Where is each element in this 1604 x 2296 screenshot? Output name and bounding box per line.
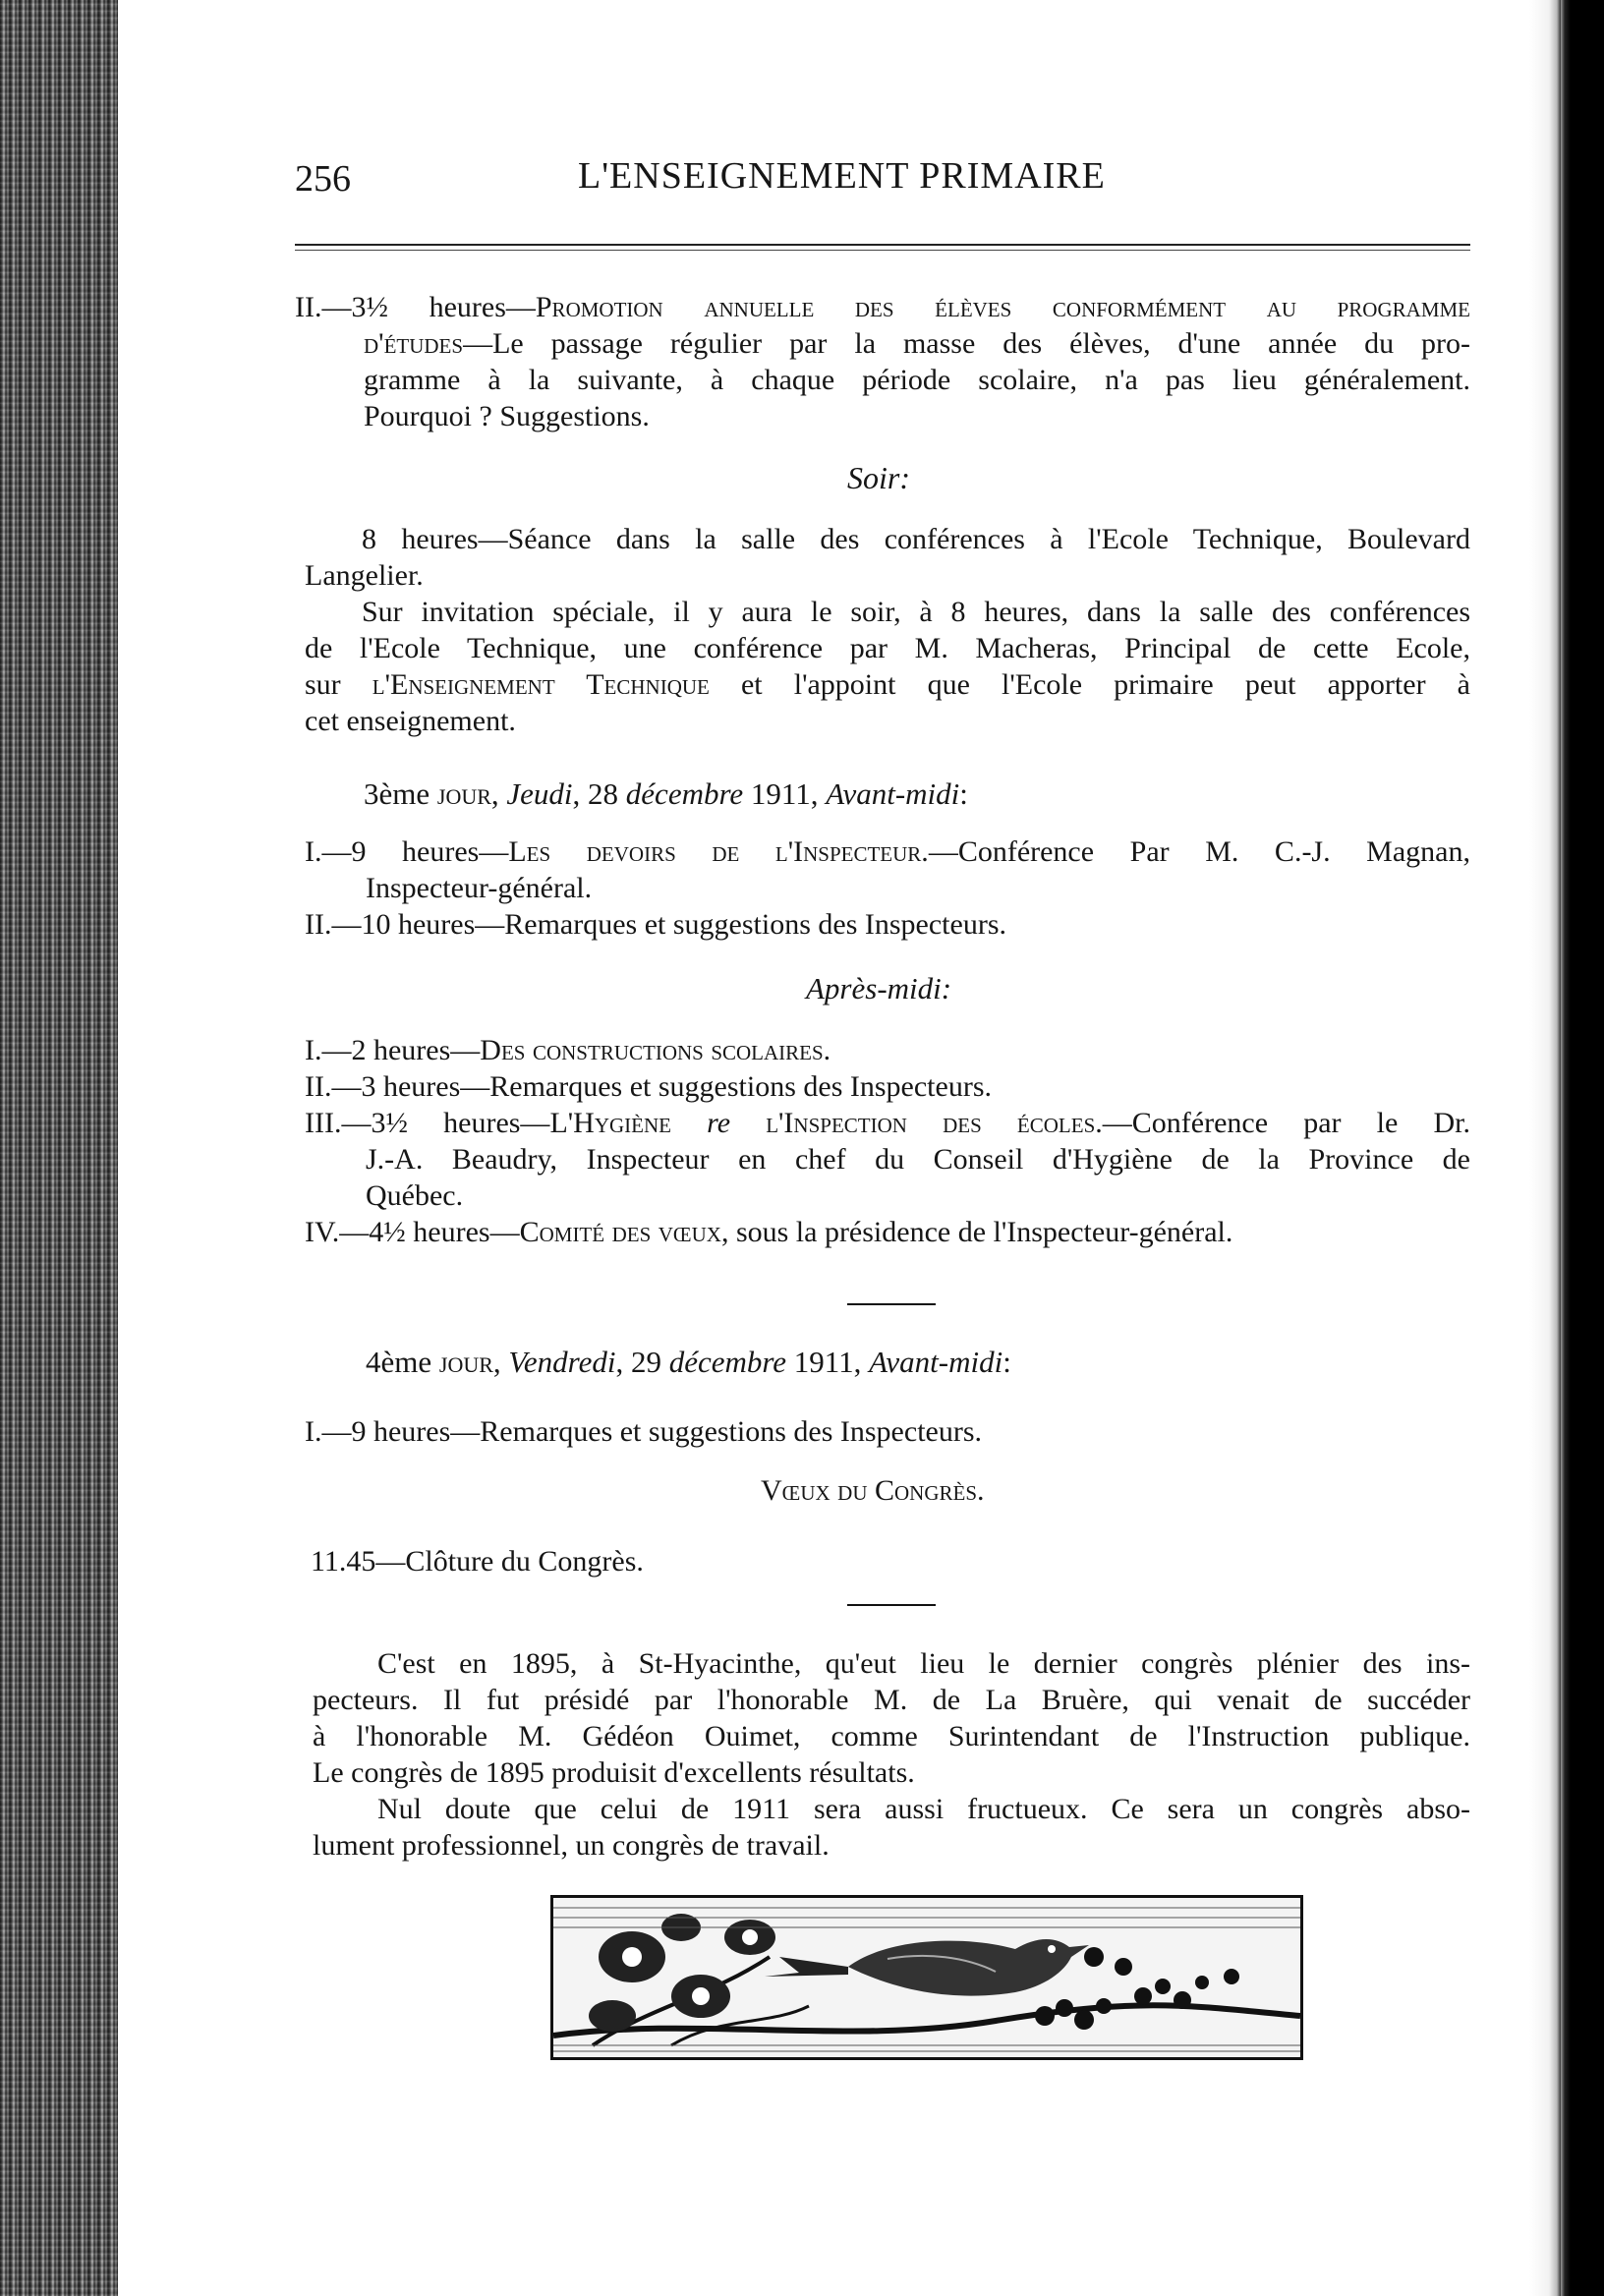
day-heading: 3ème jour, Jeudi, 28 décembre 1911, Avant-midi: [364, 776, 968, 811]
text-line: d'études—Le passage régulier par la masse des élèves, d'une année du pro- [364, 327, 1470, 360]
text-line: cet enseignement. [305, 705, 516, 737]
text-line: C'est en 1895, à St-Hyacinthe, qu'eut lieu le dernier congrès plénier des ins- [377, 1647, 1470, 1680]
text-line: pecteurs. Il fut présidé par l'honorable M. de La Bruère, qui venait de succéder [313, 1684, 1470, 1716]
text-line: lument professionnel, un congrès de travail. [313, 1829, 830, 1862]
header-rule [295, 244, 1470, 246]
text-line: Inspecteur-général. [366, 872, 593, 904]
section-heading: Vœux du Congrès. [761, 1474, 985, 1507]
text-line: gramme à la suivante, à chaque période scolaire, n'a pas lieu généralement. [364, 364, 1470, 396]
text-line: Nul doute que celui de 1911 sera aussi fructueux. Ce sera un congrès abso- [377, 1793, 1470, 1825]
text-line: 11.45—Clôture du Congrès. [311, 1545, 644, 1578]
bird-vignette-illustration [550, 1895, 1303, 2060]
day-heading: 4ème jour, Vendredi, 29 décembre 1911, Avant-midi: [366, 1345, 1011, 1379]
section-separator [847, 1604, 936, 1606]
text-line: II.—10 heures—Remarques et suggestions des Inspecteurs. [305, 908, 1006, 941]
text-line: Le congrès de 1895 produisit d'excellents résultats. [313, 1756, 915, 1789]
text-line: sur l'Enseignement Technique et l'appoint que l'Ecole primaire peut apporter à [305, 668, 1470, 701]
text-line: de l'Ecole Technique, une conférence par M. Macheras, Principal de cette Ecole, [305, 632, 1470, 664]
header-rule-thin [295, 250, 1470, 251]
section-separator [847, 1303, 936, 1305]
text-line: II.—3 heures—Remarques et suggestions des Inspecteurs. [305, 1070, 992, 1103]
page-fold-shadow [1529, 0, 1561, 2296]
text-line: II.—3½ heures—Promotion annuelle des élèves conformément au programme [295, 291, 1470, 323]
page-number: 256 [295, 158, 351, 200]
text-line: I.—9 heures—Les devoirs de l'Inspecteur.—Conférence Par M. C.-J. Magnan, [305, 835, 1470, 868]
text-line: IV.—4½ heures—Comité des vœux, sous la présidence de l'Inspecteur-général. [305, 1216, 1233, 1248]
section-heading: Après-midi: [806, 971, 952, 1005]
text-line: Sur invitation spéciale, il y aura le soir, à 8 heures, dans la salle des conférences [362, 596, 1470, 628]
text-line: III.—3½ heures—L'Hygiène re l'Inspection des écoles.—Conférence par le Dr. [305, 1107, 1470, 1139]
text-line: I.—9 heures—Remarques et suggestions des Inspecteurs. [305, 1415, 983, 1448]
book-page-edges-left [0, 0, 118, 2296]
book-page-edge-right [1561, 0, 1604, 2296]
running-title: L'ENSEIGNEMENT PRIMAIRE [578, 155, 1106, 197]
section-heading: Soir: [847, 460, 910, 495]
text-line: Langelier. [305, 559, 424, 592]
text-line: Pourquoi ? Suggestions. [364, 400, 650, 432]
text-line: Québec. [366, 1179, 464, 1212]
text-line: J.-A. Beaudry, Inspecteur en chef du Conseil d'Hygiène de la Province de [366, 1143, 1470, 1176]
text-line: à l'honorable M. Gédéon Ouimet, comme Surintendant de l'Instruction publique. [313, 1720, 1470, 1752]
text-line: I.—2 heures—Des constructions scolaires. [305, 1034, 831, 1066]
text-line: 8 heures—Séance dans la salle des conférences à l'Ecole Technique, Boulevard [362, 523, 1470, 555]
